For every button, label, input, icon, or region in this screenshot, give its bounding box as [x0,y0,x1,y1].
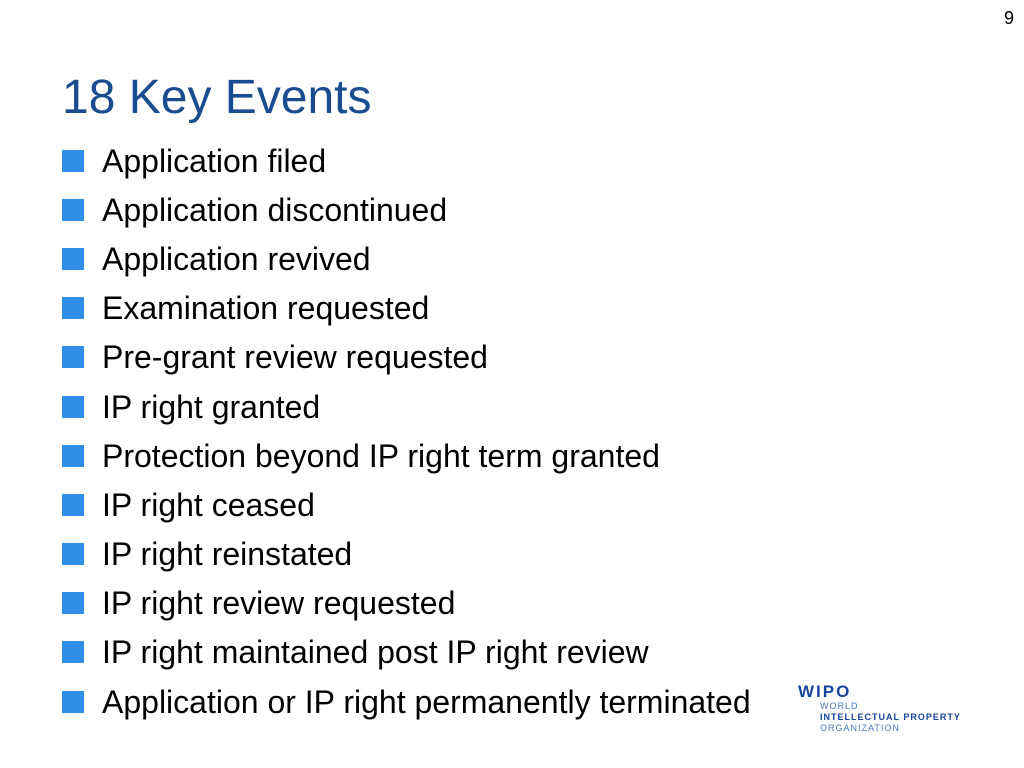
bullet-text: Examination requested [102,290,430,327]
square-bullet-icon [62,691,84,713]
square-bullet-icon [62,150,84,172]
square-bullet-icon [62,494,84,516]
bullet-text: Application discontinued [102,191,448,228]
square-bullet-icon [62,543,84,565]
square-bullet-icon [62,592,84,614]
logo-line-intellectual-property: INTELLECTUAL PROPERTY [820,712,961,722]
logo-name: WIPO [798,682,852,701]
list-item [62,480,751,529]
bullet-text: IP right maintained post IP right review [102,634,649,671]
list-item [62,431,751,480]
square-bullet-icon [62,445,84,467]
square-bullet-icon [62,346,84,368]
list-item [62,136,751,185]
slide-title: 18 Key Events [62,71,372,124]
square-bullet-icon [62,297,84,319]
key-events-list [62,136,751,726]
bullet-text: IP right granted [102,388,321,425]
bullet-text: Protection beyond IP right term granted [102,437,660,474]
bullet-text: IP right reinstated [102,536,353,573]
bullet-text: IP right ceased [102,486,315,523]
logo-line-world: WORLD [820,701,859,711]
list-item [62,579,751,628]
bullet-text: Pre-grant review requested [102,339,488,376]
list-item [62,333,751,382]
list-item [62,185,751,234]
bullet-text: Application or IP right permanently terminated [102,683,751,720]
list-item [62,530,751,579]
bullet-text: IP right review requested [102,585,456,622]
bullet-text: Application revived [102,240,371,277]
square-bullet-icon [62,248,84,270]
list-item [62,382,751,431]
list-item [62,234,751,283]
wipo-logo [796,682,986,736]
square-bullet-icon [62,396,84,418]
list-item [62,677,751,726]
page-number: 9 [1003,8,1014,28]
logo-line-organization: ORGANIZATION [820,723,900,733]
bullet-text: Application filed [102,142,327,179]
square-bullet-icon [62,199,84,221]
list-item [62,284,751,333]
list-item [62,628,751,677]
square-bullet-icon [62,641,84,663]
